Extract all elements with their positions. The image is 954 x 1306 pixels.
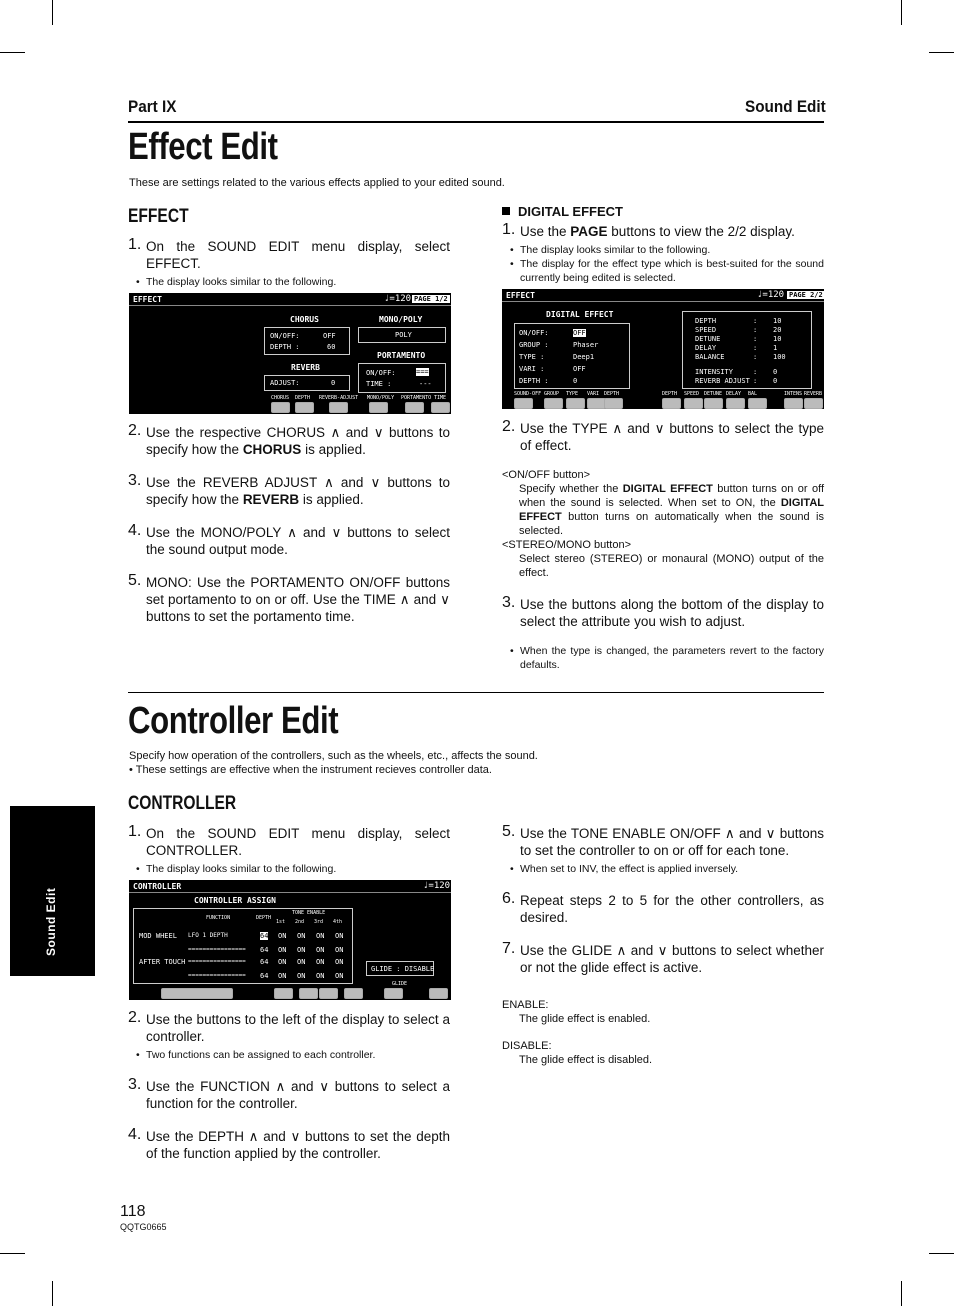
disable-label: DISABLE: (502, 1040, 552, 1052)
screen-button[interactable] (319, 988, 338, 999)
tone-enable-value: ON (297, 932, 306, 940)
screen-button[interactable] (429, 988, 448, 999)
tone-enable-value: ON (297, 946, 306, 954)
function-value: ================ (188, 958, 246, 965)
tone-enable-value: ON (316, 958, 325, 966)
depth-value: 64 (260, 946, 269, 954)
digital-param-value: OFF (573, 365, 586, 373)
effect-step-3: 3. Use the REVERB ADJUST ∧ and ∨ buttons to specify how the REVERB is applied. (128, 472, 450, 507)
digital-param-label: BALANCE (695, 353, 725, 361)
screen-button[interactable] (604, 398, 623, 409)
effect-step-4: 4. Use the MONO/POLY ∧ and ∨ buttons to select the sound output mode. (128, 522, 450, 557)
controller-step-2-note: • Two functions can be assigned to each controller. (136, 1049, 376, 1061)
screen-button[interactable] (405, 402, 424, 413)
digital-param-value: 0 (573, 377, 578, 385)
digital-param-value: 0 (773, 377, 778, 385)
screen-title: EFFECT (133, 295, 162, 304)
controller-assign-title: CONTROLLER ASSIGN (194, 896, 276, 905)
screen-button[interactable] (329, 402, 348, 413)
screen-button-label: GROUP (544, 391, 560, 397)
separator: : (753, 335, 758, 343)
digital-param-label: VARI : (519, 365, 545, 373)
digital-param-value: Phaser (573, 341, 599, 349)
effect-steps-top (128, 238, 450, 289)
reverb-label: REVERB (291, 363, 320, 372)
stereo-desc: Select stereo (STEREO) or monaural (MONO) output of the effect. (519, 553, 824, 579)
crop-mark (929, 52, 954, 53)
column-header: 4th (333, 919, 343, 925)
portamento-label: PORTAMENTO (377, 351, 426, 360)
screen-button-label: DEPTH (662, 391, 678, 397)
screen-button[interactable] (566, 398, 585, 409)
tone-enable-value: ON (297, 972, 306, 980)
screen-button-label: BAL (748, 391, 758, 397)
column-header: TONE ENABLE (292, 910, 326, 916)
screen-button-label: VARI (587, 391, 600, 397)
controller-step-5: 5. Use the TONE ENABLE ON/OFF ∧ and ∨ buttons to set the controller to on or off for each tone. (502, 823, 824, 858)
tone-enable-value: ON (335, 946, 344, 954)
digital-param-label: SPEED (695, 326, 717, 334)
depth-value: 64 (260, 972, 269, 980)
screen-button[interactable] (804, 398, 823, 409)
crop-mark (52, 0, 53, 25)
digital-effect-heading: DIGITAL EFFECT (502, 204, 824, 219)
tone-enable-value: ON (335, 958, 344, 966)
digital-param-value: 10 (773, 335, 782, 343)
doc-code: QQTG0665 (120, 1222, 167, 1232)
digital-effect-bottom (502, 420, 824, 672)
effect-step-5: 5. MONO: Use the PORTAMENTO ON/OFF buttons set portamento to on or off. Use the TIME ∧ and ∨ buttons to set the portamento time. (128, 572, 450, 624)
screen-button[interactable] (748, 398, 767, 409)
monopoly-box: POLY (358, 327, 446, 343)
tone-enable-value: ON (316, 972, 325, 980)
controller-step-4: 4. Use the DEPTH ∧ and ∨ buttons to set the depth of the function applied by the controller. (128, 1126, 450, 1161)
crop-mark (0, 52, 25, 53)
portamento-box: ON/OFF: === TIME : --- (358, 363, 446, 393)
digital-param-value: 100 (773, 353, 786, 361)
tempo-display: ♩=120 (384, 294, 412, 304)
tone-enable-value: ON (316, 946, 325, 954)
controller-screen: CONTROLLER ♩=120 CONTROLLER ASSIGN FUNCTION DEPTH TONE ENABLE 1st 2nd 3rd 4th MOD WHEEL LFO 1 DEPTH 64 ON ON ON ON ================ 64 ON ON ON ON AFTER TOUCH ================ 64 ON ON ON ON ================ 64 ON ON ON ON GLIDE : DISABLE GLIDE (129, 880, 451, 1000)
digital-param-label: DEPTH : (519, 377, 549, 385)
screen-button[interactable] (704, 398, 723, 409)
chorus-label: CHORUS (290, 315, 319, 324)
screen-button[interactable] (271, 402, 290, 413)
screen-button[interactable] (431, 402, 450, 413)
screen-button[interactable] (299, 988, 318, 999)
enable-label: ENABLE: (502, 999, 549, 1011)
chorus-box: ON/OFF: OFF DEPTH : 60 (264, 327, 350, 355)
screen-button-label: REVERB (804, 391, 823, 397)
separator: : (753, 326, 758, 334)
screen-button-label: SPEED (684, 391, 700, 397)
screen-button-label: DELAY (726, 391, 742, 397)
controller-steps-left (128, 1011, 450, 1162)
screen-button[interactable] (784, 398, 803, 409)
reverb-box: ADJUST: 0 (264, 375, 350, 391)
digital-right-box (682, 311, 812, 389)
separator: : (753, 317, 758, 325)
separator: : (753, 344, 758, 352)
effect-step-2: 2. Use the respective CHORUS ∧ and ∨ buttons to specify how the CHORUS is applied. (128, 422, 450, 457)
digital-param-value: 0 (773, 368, 778, 376)
digital-param-value: OFF (573, 329, 586, 337)
digital-note-2: • The display for the effect type which is best-suited for the sound currently being edited is selected. (510, 258, 824, 284)
digital-left-box (514, 323, 630, 389)
screen-button[interactable] (274, 988, 293, 999)
screen-button-label: TYPE (566, 391, 579, 397)
tone-enable-value: ON (335, 932, 344, 940)
digital-note-1: • The display looks similar to the following. (510, 244, 711, 256)
glide-box: GLIDE : DISABLE (366, 961, 434, 976)
crop-mark (929, 1253, 954, 1254)
tone-enable-value: ON (278, 972, 287, 980)
controller-name: AFTER TOUCH (139, 958, 186, 966)
digital-param-value: Deep1 (573, 353, 595, 361)
separator: : (753, 368, 758, 376)
screen-button[interactable] (161, 988, 233, 999)
depth-value: 64 (260, 932, 269, 940)
controller-intro-2: • These settings are effective when the instrument recieves controller data. (129, 764, 492, 776)
controller-intro-1: Specify how operation of the controllers, such as the wheels, etc., affects the sound. (129, 750, 538, 762)
section-rule (128, 692, 824, 693)
screen-button[interactable] (369, 402, 388, 413)
section-label: Sound Edit (745, 97, 826, 116)
stereo-label: <STEREO/MONO button> (502, 539, 631, 551)
onoff-label: <ON/OFF button> (502, 469, 591, 481)
tone-enable-value: ON (335, 972, 344, 980)
controller-step-1: 1. On the SOUND EDIT menu display, select CONTROLLER. (128, 823, 450, 858)
column-header: 1st (276, 919, 286, 925)
effect-steps-bottom (128, 424, 450, 625)
digital-param-label: GROUP : (519, 341, 549, 349)
digital-param-value: 1 (773, 344, 778, 352)
monopoly-label: MONO/POLY (379, 315, 423, 324)
disable-desc: The glide effect is disabled. (519, 1054, 653, 1066)
digital-param-label: INTENSITY (695, 368, 733, 376)
controller-title: Controller Edit (128, 700, 339, 742)
screen-button[interactable] (384, 988, 403, 999)
column-header: 2nd (295, 919, 305, 925)
function-value: ================ (188, 972, 246, 979)
page-title: Effect Edit (128, 126, 278, 168)
separator: : (753, 353, 758, 361)
part-label: Part IX (128, 97, 177, 116)
enable-desc: The glide effect is enabled. (519, 1013, 651, 1025)
function-value: LFO 1 DEPTH (188, 932, 228, 939)
digital-param-label: ON/OFF: (519, 329, 549, 337)
column-header: FUNCTION (206, 915, 231, 921)
crop-mark (52, 1281, 53, 1306)
screen-button-label: SOUND-OFF (514, 391, 542, 397)
controller-table (133, 908, 353, 984)
intro-text: These are settings related to the various effects applied to your edited sound. (129, 177, 505, 189)
function-value: ================ (188, 946, 246, 953)
effect-step-1: 1. On the SOUND EDIT menu display, select EFFECT. (128, 236, 450, 271)
controller-steps-right (502, 825, 824, 1067)
controller-step-2: 2. Use the buttons to the left of the display to select a controller. (128, 1009, 450, 1044)
digital-param-value: 10 (773, 317, 782, 325)
controller-step-3: 3. Use the FUNCTION ∧ and ∨ buttons to select a function for the controller. (128, 1076, 450, 1111)
controller-heading: CONTROLLER (128, 793, 237, 814)
tone-enable-value: ON (278, 946, 287, 954)
screen-button[interactable] (544, 398, 563, 409)
screen-button[interactable] (726, 398, 745, 409)
screen-button-label: DETUNE (704, 391, 723, 397)
side-tab (10, 806, 95, 976)
effect-step-1-note: • The display looks similar to the following. (136, 276, 337, 288)
digital-param-label: DEPTH (695, 317, 717, 325)
controller-name: MOD WHEEL (139, 932, 177, 940)
tone-enable-value: ON (297, 958, 306, 966)
digital-param-label: TYPE : (519, 353, 545, 361)
crop-mark (901, 0, 902, 25)
tone-enable-value: ON (316, 932, 325, 940)
effect-heading: EFFECT (128, 206, 189, 227)
controller-step-5-note: • When set to INV, the effect is applied inversely. (510, 863, 739, 875)
controller-step-6: 6. Repeat steps 2 to 5 for the other controllers, as desired. (502, 890, 824, 925)
screen-button[interactable] (684, 398, 703, 409)
column-header: DEPTH (256, 915, 272, 921)
page-indicator: PAGE 1/2 (414, 295, 448, 303)
digital-step-1: 1. Use the PAGE buttons to view the 2/2 display. (502, 221, 795, 239)
effect-screen-page2: EFFECT ♩=120 PAGE 2/2 DIGITAL EFFECT ON/OFF: OFF GROUP : Phaser TYPE : Deep1 VARI : OFF DEPTH : 0 DEPTH : 10 SPEED : 20 DETUNE : 10 DELAY : 1 BALANCE : 100 INTENSITY : 0 REVERB ADJUST : 0 SOUND-OFF GROUP TYPE VARI DEPTH DEPTH SPEED DETUNE DELAY BAL INTENS REVERB (502, 289, 824, 409)
controller-step-7: 7. Use the GLIDE ∧ and ∨ buttons to select whether or not the glide effect is active. (502, 940, 824, 975)
digital-step-3-note: • When the type is changed, the parameters revert to the factory defaults. (510, 645, 824, 671)
side-tab-label: Sound Edit (44, 887, 58, 956)
digital-param-label: REVERB ADJUST (695, 377, 750, 385)
header-rule (128, 121, 824, 123)
screen-button-label: DEPTH (604, 391, 620, 397)
controller-step-1-note: • The display looks similar to the following. (136, 863, 337, 875)
page-number: 118 (120, 1203, 146, 1220)
digital-effect-box-title: DIGITAL EFFECT (546, 310, 614, 319)
column-header: 3rd (314, 919, 324, 925)
digital-param-label: DETUNE (695, 335, 721, 343)
digital-step-2: 2. Use the TYPE ∧ and ∨ buttons to select the type of effect. (502, 418, 824, 453)
digital-param-value: 20 (773, 326, 782, 334)
depth-value: 64 (260, 958, 269, 966)
screen-button[interactable] (514, 398, 533, 409)
digital-effect-top (502, 204, 824, 285)
screen-button[interactable] (344, 988, 363, 999)
effect-screen-page1: EFFECT ♩=120 PAGE 1/2 CHORUS ON/OFF: OFF DEPTH : 60 REVERB ADJUST: 0 MONO/POLY POLY PORTAMENTO ON/OFF: === TIME : --- CHORUS DEPTH REVERB-ADJUST MONO/POLY PORTAMENTO TIME (129, 293, 451, 414)
controller-steps-top (128, 825, 450, 876)
tone-enable-value: ON (278, 932, 287, 940)
tone-enable-value: ON (278, 958, 287, 966)
separator: : (753, 377, 758, 385)
crop-mark (0, 1253, 25, 1254)
crop-mark (901, 1281, 902, 1306)
screen-button[interactable] (295, 402, 314, 413)
digital-step-3: 3. Use the buttons along the bottom of the display to select the attribute you wish to adjust. (502, 594, 824, 629)
digital-param-label: DELAY (695, 344, 717, 352)
screen-button-label: INTENS (784, 391, 803, 397)
screen-button[interactable] (662, 398, 681, 409)
onoff-desc: Specify whether the DIGITAL EFFECT button turns on or off when the sound is selected. When set to ON, the DIGITAL EFFECT button turns on automatically when the sound is selected. (519, 483, 825, 537)
